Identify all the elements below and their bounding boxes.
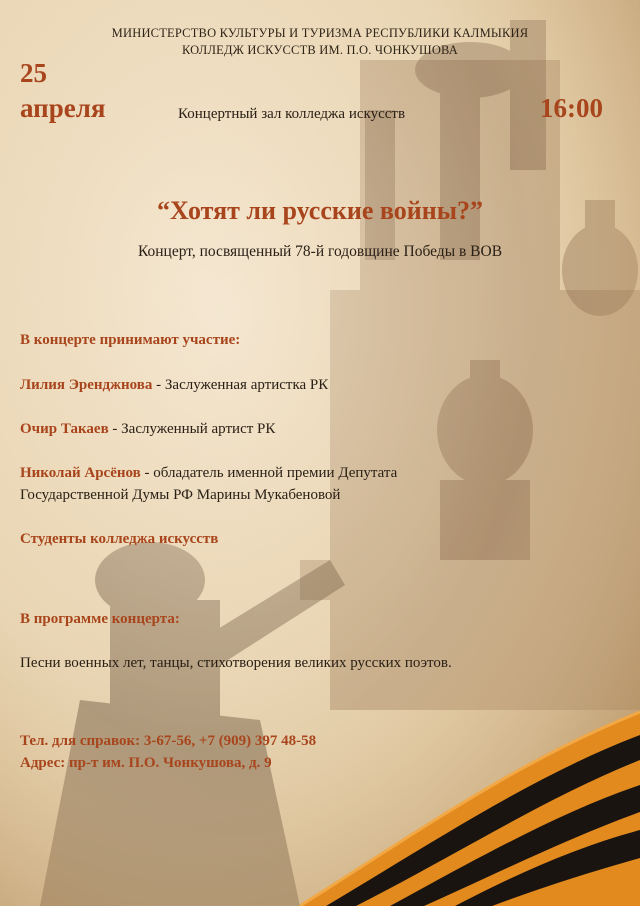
participant-name: Очир Такаев	[20, 421, 109, 437]
participant-role: Заслуженный артист РК	[121, 421, 276, 437]
participant-role: обладатель именной премии Депутата	[153, 465, 398, 481]
participant-role: Заслуженная артистка РК	[164, 377, 329, 393]
event-venue: Концертный зал колледжа искусств	[178, 106, 406, 122]
participant-name: Николай Арсёнов	[20, 465, 141, 481]
event-day: 25	[20, 58, 47, 88]
participant-role-continued: Государственной Думы РФ Марины Мукабеновой	[20, 487, 341, 503]
participant-separator: -	[152, 377, 165, 393]
ministry-name: МИНИСТЕРСТВО КУЛЬТУРЫ И ТУРИЗМА РЕСПУБЛИКИ КАЛМЫКИЯ	[111, 26, 529, 40]
participant-line	[20, 377, 328, 394]
participant-name: Лилия Эренджнова	[20, 377, 153, 393]
event-time: 16:00	[540, 93, 603, 123]
participant-line	[20, 421, 275, 438]
college-name: КОЛЛЕДЖ ИСКУССТВ ИМ. П.О. ЧОНКУШОВА	[181, 43, 459, 57]
contact-phone: Тел. для справок: 3-67-56, +7 (909) 397 48-58	[20, 733, 317, 749]
participant-separator: -	[108, 421, 122, 437]
contact-address: Адрес: пр-т им. П.О. Чонкушова, д. 9	[20, 755, 272, 771]
concert-title: “Хотят ли русские войны?”	[157, 196, 483, 225]
program-text: Песни военных лет, танцы, стихотворения великих русских поэтов.	[20, 655, 452, 671]
participant-line	[20, 465, 397, 482]
program-heading: В программе концерта:	[20, 611, 180, 627]
participant-group: Студенты колледжа искусств	[20, 531, 219, 547]
participant-separator: -	[140, 465, 154, 481]
event-month: апреля	[20, 93, 106, 123]
participants-heading: В концерте принимают участие:	[20, 332, 241, 348]
concert-subtitle: Концерт, посвященный 78-й годовщине Победы в ВОВ	[137, 243, 503, 260]
